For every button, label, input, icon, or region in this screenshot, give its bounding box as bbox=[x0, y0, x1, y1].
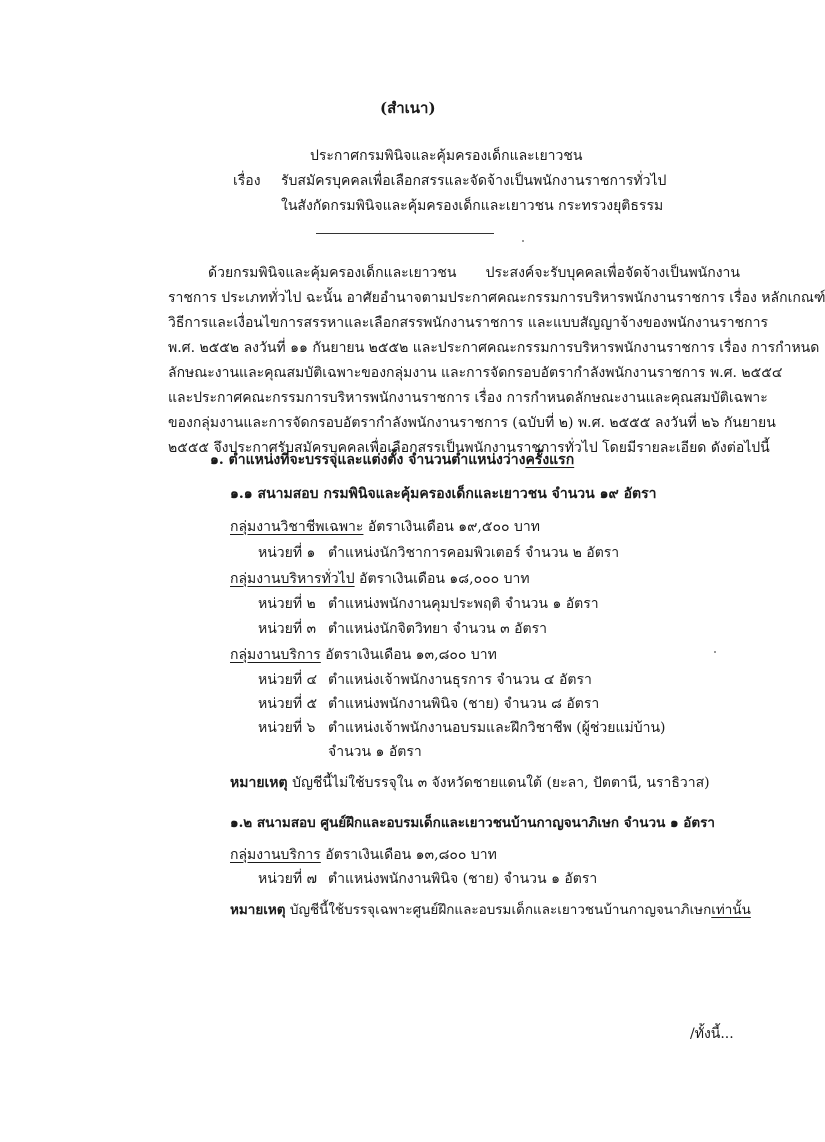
group-row bbox=[230, 516, 540, 538]
title-divider bbox=[316, 233, 494, 234]
group-row bbox=[230, 568, 530, 590]
scan-speck bbox=[714, 651, 716, 653]
unit-position: ตำแหน่งนักจิตวิทยา จำนวน ๓ อัตรา bbox=[328, 621, 547, 637]
group-salary: อัตราเงินเดือน ๑๓,๘๐๐ บาท bbox=[325, 847, 497, 863]
group-name: กลุ่มงานวิชาชีพเฉพาะ bbox=[230, 519, 364, 535]
unit-label: หน่วยที่ ๔ bbox=[258, 672, 318, 688]
group-row bbox=[230, 844, 497, 866]
body-line: ลักษณะงานและคุณสมบัติเฉพาะของกลุ่มงาน และการจัดกรอบอัตรากำลังพนักงานราชการ พ.ศ. ๒๕๕๔ bbox=[168, 365, 783, 381]
section1-heading-text: ๑. ตำแหน่งที่จะบรรจุและแต่งตั้ง จำนวนตำแหน่งว่าง bbox=[210, 452, 526, 468]
group-name: กลุ่มงานบริการ bbox=[230, 847, 321, 863]
group-salary: อัตราเงินเดือน ๑๙,๕๐๐ บาท bbox=[367, 519, 540, 535]
unit-label: หน่วยที่ ๑ bbox=[258, 545, 316, 561]
body-line: พ.ศ. ๒๕๕๒ ลงวันที่ ๑๑ กันยายน ๒๕๕๒ และประกาศคณะกรรมการบริหารพนักงานราชการ เรื่อง การกำหนด bbox=[168, 340, 820, 356]
section1-heading-emphasis: ครั้งแรก bbox=[525, 452, 575, 468]
venue2-heading: ๑.๒ สนามสอบ ศูนย์ฝึกและอบรมเด็กและเยาวชนบ้านกาญจนาภิเษก จำนวน ๑ อัตรา bbox=[230, 815, 715, 831]
unit-label: หน่วยที่ ๖ bbox=[258, 720, 316, 736]
note-row bbox=[230, 898, 751, 920]
body-line: ของกลุ่มงานและการจัดกรอบอัตรากำลังพนักงานราชการ (ฉบับที่ ๒) พ.ศ. ๒๕๕๕ ลงวันที่ ๒๖ กันยายน bbox=[168, 415, 776, 431]
note-text: บัญชีนี้ใช้บรรจุเฉพาะศูนย์ฝึกและอบรมเด็กและเยาวชนบ้านกาญจนาภิเษก bbox=[289, 902, 712, 918]
subject-label: เรื่อง bbox=[233, 173, 261, 189]
unit-position: ตำแหน่งพนักงานคุมประพฤติ จำนวน ๑ อัตรา bbox=[328, 596, 599, 612]
note-text: บัญชีนี้ไม่ใช้บรรจุใน ๓ จังหวัดชายแดนใต้ (ยะลา, ปัตตานี, นราธิวาส) bbox=[292, 775, 710, 791]
announcement-title: ประกาศกรมพินิจและคุ้มครองเด็กและเยาวชน bbox=[310, 148, 583, 164]
unit-count: จำนวน ๑ อัตรา bbox=[328, 744, 422, 760]
venue1-heading: ๑.๑ สนามสอบ กรมพินิจและคุ้มครองเด็กและเยาวชน จำนวน ๑๙ อัตรา bbox=[230, 486, 657, 502]
body-line: และประกาศคณะกรรมการบริหารพนักงานราชการ เรื่อง การกำหนดลักษณะงานและคุณสมบัติเฉพาะ bbox=[168, 390, 768, 406]
continuation-marker: /ทั้งนี้... bbox=[690, 1026, 734, 1042]
unit-position: ตำแหน่งพนักงานพินิจ (ชาย) จำนวน ๘ อัตรา bbox=[328, 696, 600, 712]
unit-label: หน่วยที่ ๕ bbox=[258, 696, 318, 712]
unit-position: ตำแหน่งเจ้าพนักงานธุรการ จำนวน ๔ อัตรา bbox=[328, 672, 592, 688]
note-emphasis: เท่านั้น bbox=[711, 902, 751, 918]
unit-position: ตำแหน่งนักวิชาการคอมพิวเตอร์ จำนวน ๒ อัตรา bbox=[328, 545, 620, 561]
group-salary: อัตราเงินเดือน ๑๘,๐๐๐ บาท bbox=[359, 571, 530, 587]
scan-speck bbox=[522, 240, 524, 242]
unit-label: หน่วยที่ ๓ bbox=[258, 621, 317, 637]
unit-label: หน่วยที่ ๗ bbox=[258, 871, 318, 887]
subject-line-1: รับสมัครบุคคลเพื่อเลือกสรรและจัดจ้างเป็นพนักงานราชการทั่วไป bbox=[281, 173, 667, 189]
copy-label: (สำเนา) bbox=[380, 99, 436, 117]
unit-label: หน่วยที่ ๒ bbox=[258, 596, 316, 612]
note-label: หมายเหตุ bbox=[230, 902, 286, 918]
section1-heading bbox=[210, 449, 574, 471]
group-salary: อัตราเงินเดือน ๑๓,๘๐๐ บาท bbox=[325, 647, 497, 663]
body-line: ราชการ ประเภททั่วไป ฉะนั้น อาศัยอำนาจตามประกาศคณะกรรมการบริหารพนักงานราชการ เรื่อง หลักเกณฑ์ bbox=[168, 290, 825, 306]
subject-line-2: ในสังกัดกรมพินิจและคุ้มครองเด็กและเยาวชน กระทรวงยุติธรรม bbox=[281, 198, 664, 214]
note-label: หมายเหตุ bbox=[230, 775, 288, 791]
unit-position: ตำแหน่งพนักงานพินิจ (ชาย) จำนวน ๑ อัตรา bbox=[328, 871, 598, 887]
group-name: กลุ่มงานบริการ bbox=[230, 647, 321, 663]
note-row bbox=[230, 772, 710, 794]
body-line: ด้วยกรมพินิจและคุ้มครองเด็กและเยาวชน ประสงค์จะรับบุคคลเพื่อจัดจ้างเป็นพนักงาน bbox=[208, 265, 740, 281]
unit-position: ตำแหน่งเจ้าพนักงานอบรมและฝึกวิชาชีพ (ผู้ช่วยแม่บ้าน) bbox=[328, 720, 666, 736]
body-paragraph bbox=[168, 261, 825, 461]
body-line: ๒๕๕๕ จึงประกาศรับสมัครบุคคลเพื่อเลือกสรรเป็นพนักงานราชการทั่วไป โดยมีรายละเอียด ดังต่อไปนี้ bbox=[168, 440, 770, 456]
body-line: วิธีการและเงื่อนไขการสรรหาและเลือกสรรพนักงานราชการ และแบบสัญญาจ้างของพนักงานราชการ bbox=[168, 315, 768, 331]
group-name: กลุ่มงานบริหารทั่วไป bbox=[230, 571, 355, 587]
group-row bbox=[230, 644, 497, 666]
